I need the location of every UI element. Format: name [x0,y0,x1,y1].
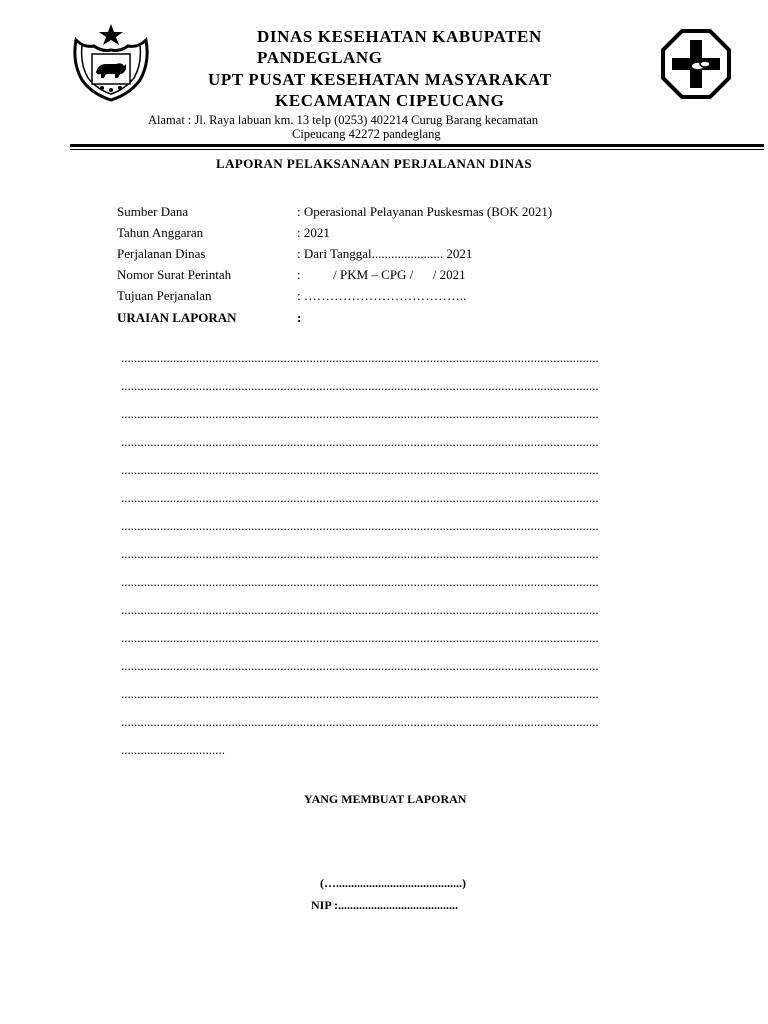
field-label: URAIAN LAPORAN [117,310,237,325]
field-value: : Dari Tanggal...................... 2021 [297,246,473,261]
field-label: Sumber Dana [117,204,189,219]
signature-name-line: (…..........................................) [320,876,466,890]
address-line-2: Cipeucang 42272 pandeglang [292,127,441,141]
report-line: ................................................................................................................................................... [121,714,599,729]
report-line: ................................................................................................................................................... [121,490,599,505]
address-line-1: Alamat : Jl. Raya labuan km. 13 telp (0253) 402214 Curug Barang kecamatan [148,113,539,127]
puskesmas-cross-icon [660,28,732,100]
field-label: Tujuan Perjanalan [117,288,212,303]
field-label: Tahun Anggaran [117,225,204,240]
field-value: : ……………………………….. [297,288,467,303]
regency-crest-icon [68,22,154,102]
field-value: : [297,310,302,325]
field-value: : 2021 [297,225,330,240]
header-rule-thick [70,144,764,147]
page-title: LAPORAN PELAKSANAAN PERJALANAN DINAS [216,156,532,171]
field-value: : / PKM – CPG / / 2021 [297,267,466,282]
report-line: ................................ [121,742,225,757]
header-line-4: KECAMATAN CIPEUCANG [275,91,505,110]
report-line: ................................................................................................................................................... [121,350,599,365]
report-line: ................................................................................................................................................... [121,546,599,561]
report-line: ................................................................................................................................................... [121,518,599,533]
field-label: Perjalanan Dinas [117,246,206,261]
report-line: ................................................................................................................................................... [121,406,599,421]
header-line-3: UPT PUSAT KESEHATAN MASYARAKAT [208,70,552,89]
report-line: ................................................................................................................................................... [121,658,599,673]
report-line: ................................................................................................................................................... [121,462,599,477]
report-line: ................................................................................................................................................... [121,602,599,617]
report-line: ................................................................................................................................................... [121,378,599,393]
signature-nip-line: NIP :........................................ [311,898,458,912]
report-line: ................................................................................................................................................... [121,686,599,701]
field-value: : Operasional Pelayanan Puskesmas (BOK 2021) [297,204,553,219]
field-label: Nomor Surat Perintah [117,267,232,282]
report-line: ................................................................................................................................................... [121,434,599,449]
report-line: ................................................................................................................................................... [121,574,599,589]
report-line: ................................................................................................................................................... [121,630,599,645]
header-line-1: DINAS KESEHATAN KABUPATEN [257,27,542,46]
header-rule-thin [70,149,764,150]
header-line-2: PANDEGLANG [257,48,383,67]
signature-heading: YANG MEMBUAT LAPORAN [304,792,467,806]
